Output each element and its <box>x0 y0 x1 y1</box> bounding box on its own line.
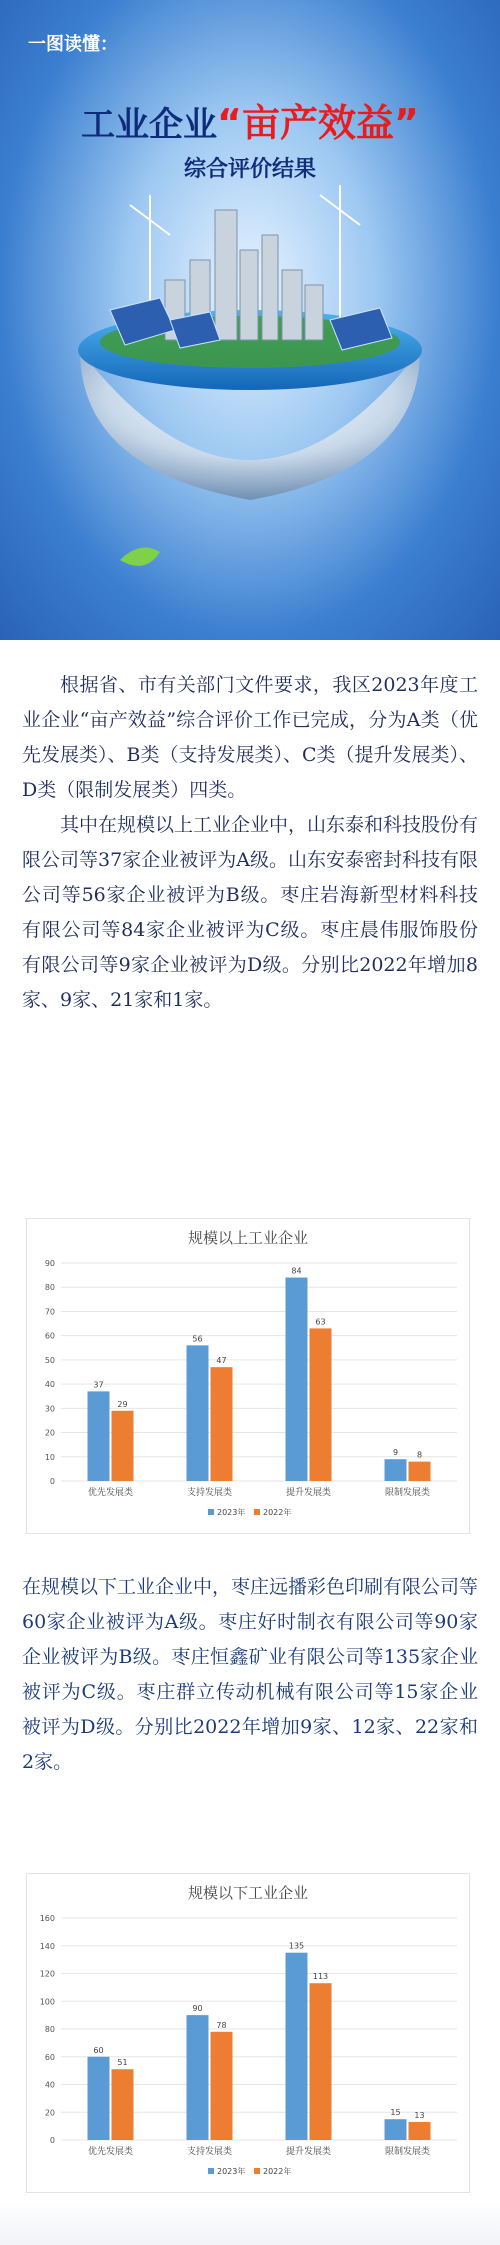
category-label: 提升发展类 <box>285 1488 332 1498</box>
data-label: 60 <box>93 2045 104 2055</box>
intro-text <box>22 668 478 1018</box>
y-tick-label: 0 <box>49 1477 55 1486</box>
legend-swatch <box>254 2168 260 2174</box>
y-tick-label: 90 <box>44 1259 55 1268</box>
bar <box>112 2069 134 2140</box>
bar <box>112 1411 134 1481</box>
y-tick-label: 120 <box>39 1969 55 1979</box>
bar-chart-above-scale <box>27 1219 469 1533</box>
data-label: 9 <box>392 1448 399 1458</box>
y-tick-label: 40 <box>44 2080 55 2090</box>
bar <box>409 1462 431 1481</box>
data-label: 90 <box>192 2004 203 2014</box>
y-tick-label: 0 <box>49 2136 55 2145</box>
legend-swatch <box>208 2168 214 2174</box>
bar <box>409 2122 431 2140</box>
category-label: 提升发展类 <box>285 2147 332 2157</box>
hero-title <box>0 92 500 147</box>
hero-subtitle: 综合评价结果 <box>183 157 316 182</box>
bar <box>310 1983 332 2140</box>
y-tick-label: 50 <box>44 1355 55 1365</box>
data-label: 15 <box>390 2108 401 2118</box>
y-tick-label: 60 <box>44 2052 55 2062</box>
category-label: 支持发展类 <box>186 1488 233 1498</box>
legend-label: 2022年 <box>263 1508 292 1517</box>
hero-tag: 一图读懂： <box>28 34 118 55</box>
globe-illustration <box>0 180 500 640</box>
paragraph: 其中在规模以上工业企业中，山东泰和科技股份有限公司等37家企业被评为A级。山东安泰密封科技有限公司等56家企业被评为B级。枣庄岩海新型材料科技有限公司等84家企业被评为C级。枣庄晨伟服饰股份有限公司等9家企业被评为D级。分别比2022年增加8家、9家、21家和1家。 <box>22 814 479 1011</box>
y-tick-label: 80 <box>44 2025 55 2034</box>
y-tick-label: 30 <box>44 1404 55 1414</box>
legend-label: 2023年 <box>217 1508 246 1517</box>
legend-label: 2023年 <box>217 2167 246 2176</box>
legend-swatch <box>208 1509 214 1515</box>
data-label: 8 <box>416 1450 423 1460</box>
y-tick-label: 10 <box>44 1452 55 1462</box>
category-label: 优先发展类 <box>87 1488 134 1498</box>
chart-title: 规模以下工业企业 <box>187 1884 309 1902</box>
data-label: 47 <box>216 1356 227 1366</box>
bottom-fade <box>0 2200 500 2245</box>
bar <box>286 1278 308 1481</box>
category-label: 支持发展类 <box>186 2147 233 2157</box>
data-label: 56 <box>192 1334 203 1344</box>
bar <box>88 1391 110 1481</box>
data-label: 13 <box>414 2110 425 2120</box>
y-tick-label: 20 <box>44 2108 55 2118</box>
data-label: 63 <box>315 1317 326 1327</box>
bar <box>211 1367 233 1481</box>
hero-title-prefix: 工业企业 <box>81 105 218 145</box>
bar <box>310 1328 332 1481</box>
hero-title-highlight: “亩产效益” <box>217 101 419 145</box>
bar <box>211 2032 233 2140</box>
y-tick-label: 80 <box>44 1283 55 1293</box>
chart-title: 规模以上工业企业 <box>187 1229 309 1247</box>
y-tick-label: 140 <box>39 1941 55 1951</box>
chart-card-below-scale <box>26 1873 470 2193</box>
category-label: 限制发展类 <box>384 2147 431 2157</box>
category-label: 限制发展类 <box>384 1488 431 1498</box>
data-label: 51 <box>117 2058 128 2068</box>
data-label: 113 <box>312 1972 329 1982</box>
bar <box>385 1459 407 1481</box>
bar <box>385 2119 407 2140</box>
leaf-icon <box>120 548 160 566</box>
below-scale-text <box>22 1570 478 1780</box>
data-label: 84 <box>291 1266 302 1276</box>
paragraph: 在规模以下工业企业中，枣庄远播彩色印刷有限公司等60家企业被评为A级。枣庄好时制衣有限公司等90家企业被评为B级。枣庄恒鑫矿业有限公司等135家企业被评为C级。枣庄群立传动机械有限公司等15家企业被评为D级。分别比2022年增加9家、12家、22家和2家。 <box>22 1576 479 1773</box>
data-label: 78 <box>216 2020 227 2030</box>
legend-label: 2022年 <box>263 2167 292 2176</box>
y-tick-label: 70 <box>44 1307 55 1317</box>
y-tick-label: 40 <box>44 1380 55 1390</box>
y-tick-label: 20 <box>44 1428 55 1438</box>
y-tick-label: 100 <box>39 1997 55 2007</box>
bar-chart-below-scale <box>27 1874 469 2192</box>
data-label: 37 <box>93 1380 104 1390</box>
y-tick-label: 160 <box>39 1914 55 1923</box>
bar <box>187 1345 209 1481</box>
hero-banner <box>0 0 500 640</box>
y-tick-label: 60 <box>44 1331 55 1341</box>
category-label: 优先发展类 <box>87 2147 134 2157</box>
bar <box>286 1953 308 2140</box>
paragraph: 根据省、市有关部门文件要求，我区2023年度工业企业“亩产效益”综合评价工作已完成，分为A类（优先发展类）、B类（支持发展类）、C类（提升发展类）、D类（限制发展类）四类。 <box>22 674 479 801</box>
bar <box>187 2015 209 2140</box>
data-label: 135 <box>288 1941 305 1951</box>
data-label: 29 <box>117 1399 128 1409</box>
chart-card-above-scale <box>26 1218 470 1534</box>
legend-swatch <box>254 1509 260 1515</box>
bar <box>88 2057 110 2140</box>
